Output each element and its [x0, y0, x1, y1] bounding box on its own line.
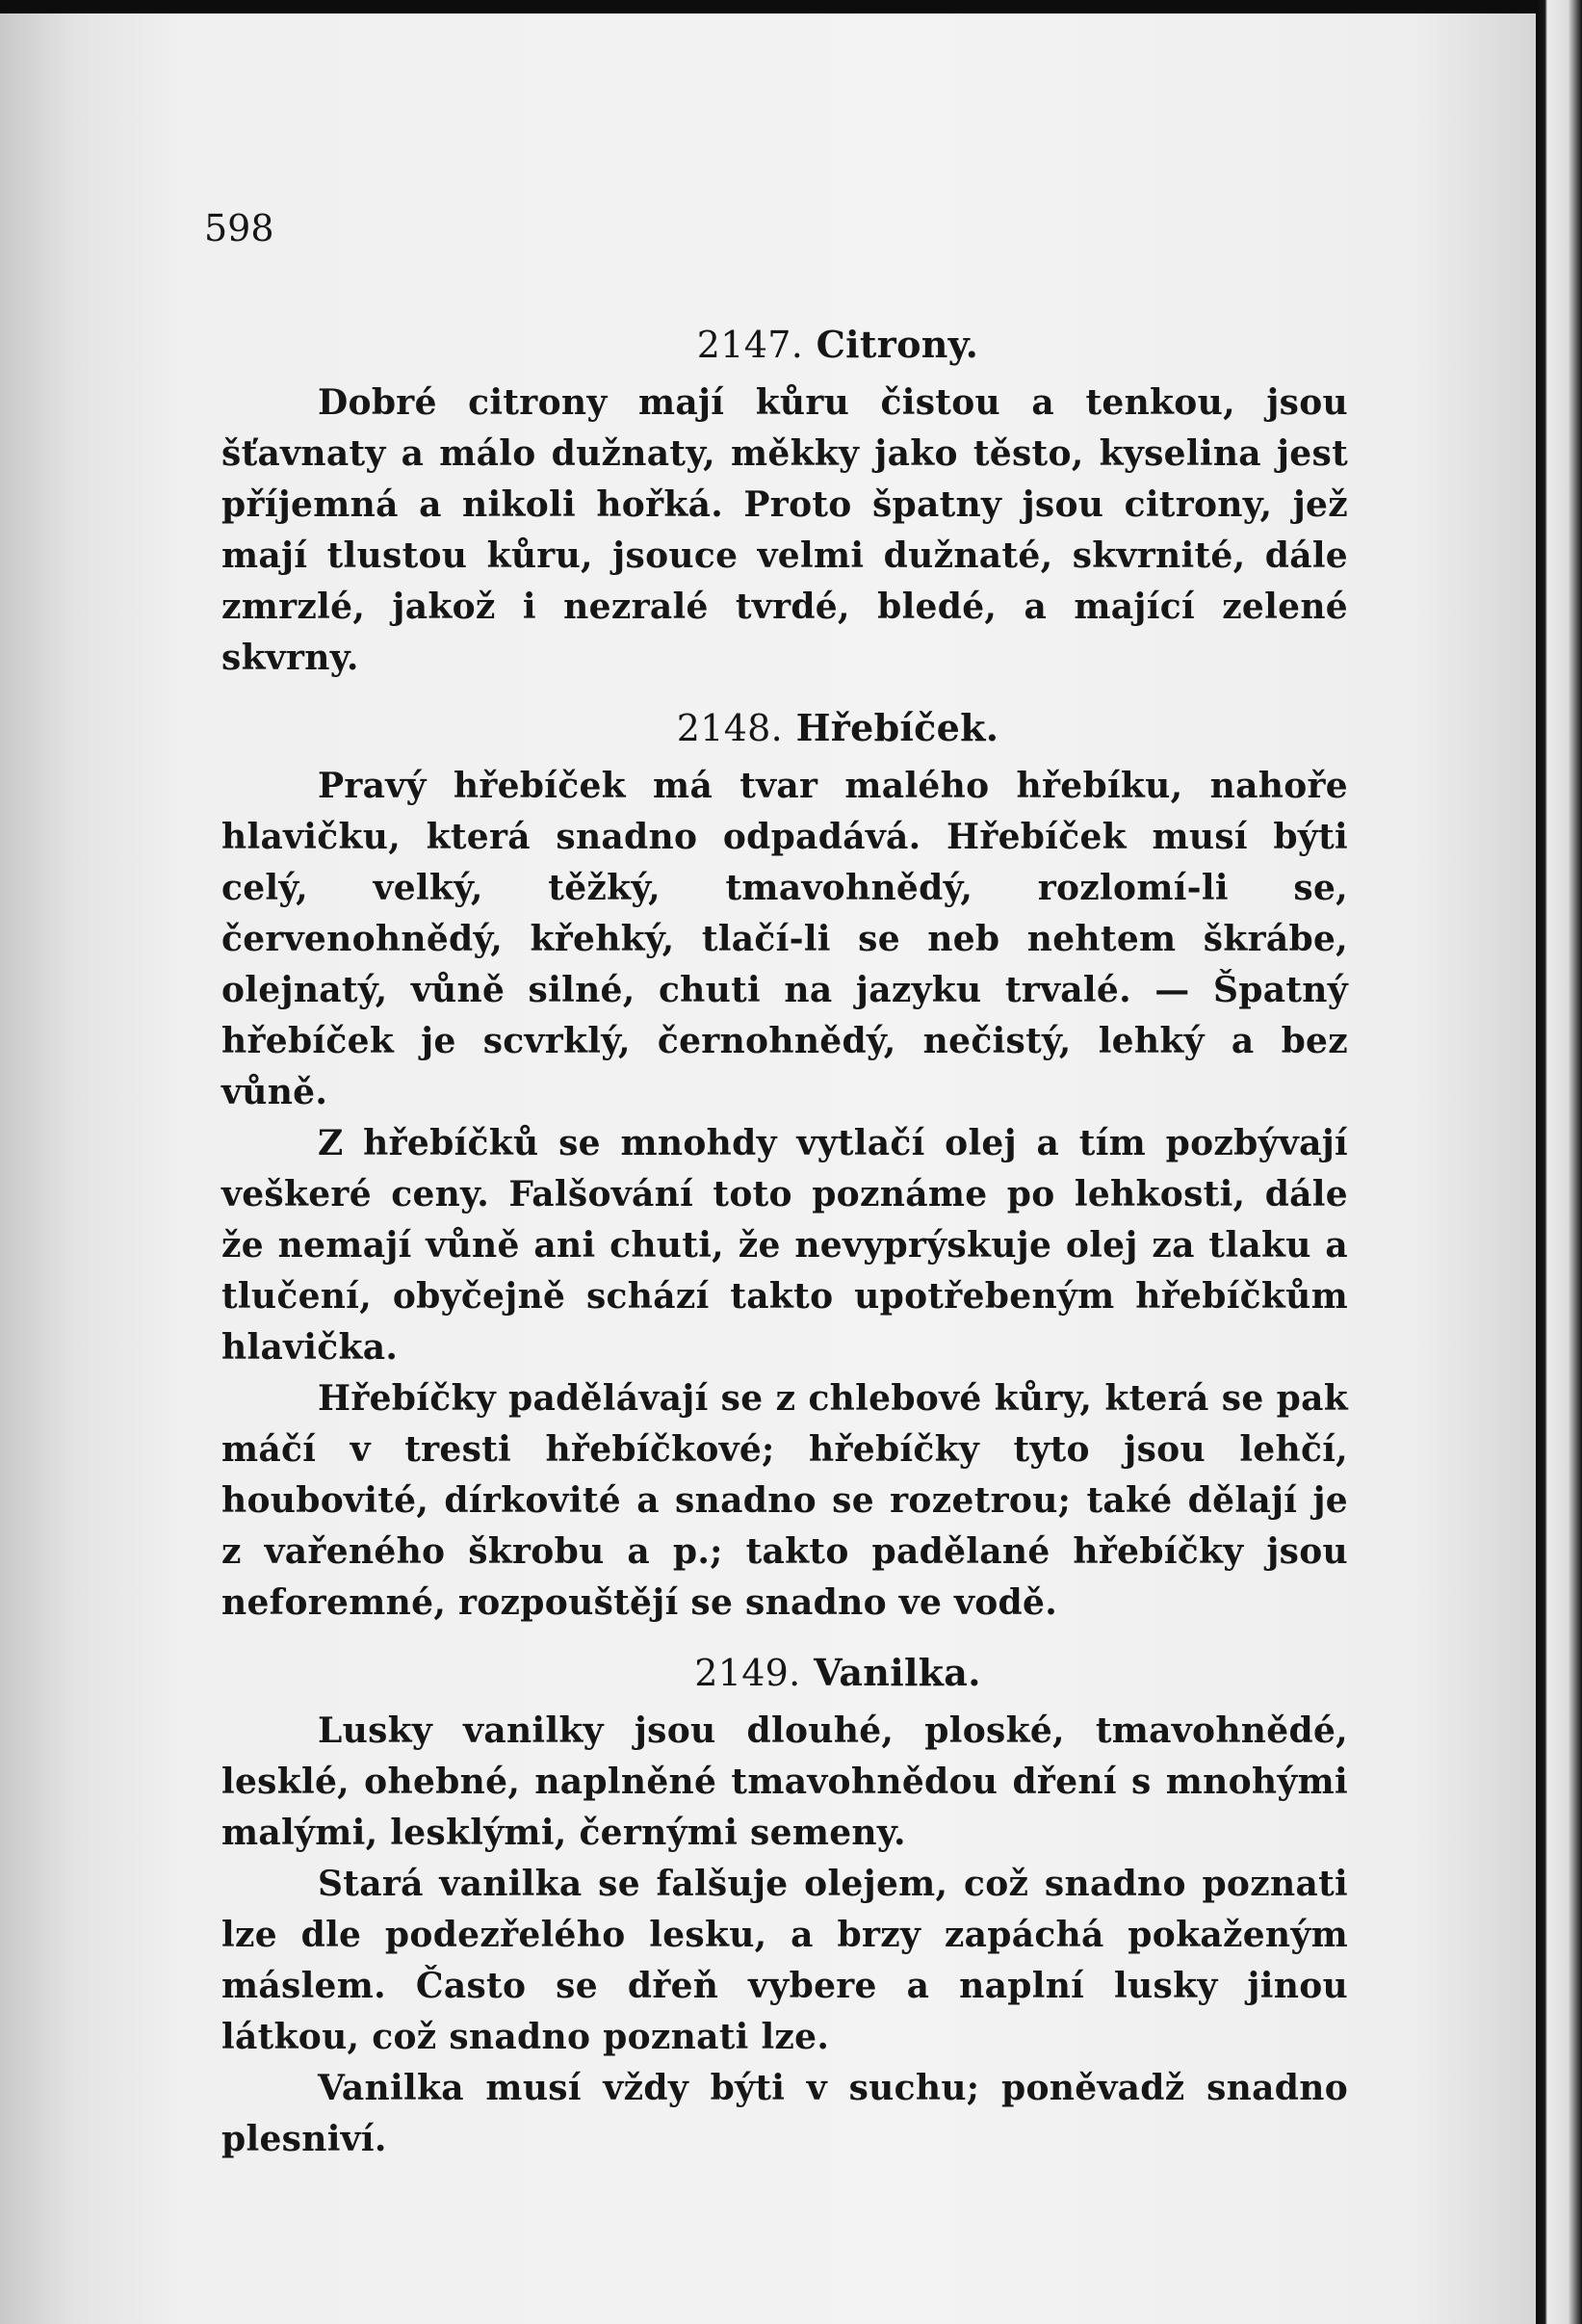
page-number: 598 — [204, 207, 274, 249]
section-title: Vanilka. — [814, 1651, 981, 1694]
section-number: 2148. — [676, 707, 784, 749]
section-vanilka — [221, 1646, 1348, 2165]
section-heading — [221, 701, 1348, 755]
paragraph: Dobré citrony mají kůru čistou a tenkou, jsou šťavnaty a málo dužnaty, měkky jako těsto, kyselina jest příjemná a nikoli hořká. Proto špatny jsou citrony, jež mají tlustou kůru, jsouce velmi dužnaté, skvrnité, dále zmrzlé, jakož i nezralé tvrdé, bledé, a mající zelené skvrny. — [221, 382, 1348, 678]
section-title: Hřebíček. — [795, 706, 999, 749]
paragraph: Hřebíčky padělávají se z chlebové kůry, která se pak máčí v tresti hřebíčkové; hřebíčky tyto jsou lehčí, houbovité, dírkovité a snadno se rozetrou; také dělají je z vařeného škrobu a p.; takto padělané hřebíčky jsou neforemné, rozpouštějí se snadno ve vodě. — [221, 1378, 1348, 1623]
section-heading — [221, 1646, 1348, 1700]
paragraph: Z hřebíčků se mnohdy vytlačí olej a tím pozbývají veškeré ceny. Falšování toto poznáme po lehkosti, dále že nemají vůně ani chuti, že nevyprýskuje olej za tlaku a tlučení, obyčejně schází takto upotřebeným hřebíčkům hlavička. — [221, 1123, 1348, 1368]
section-number: 2147. — [696, 324, 804, 366]
section-hrebicek — [221, 701, 1348, 1629]
paragraph: Vanilka musí vždy býti v suchu; poněvadž snadno plesniví. — [221, 2068, 1348, 2159]
paragraph: Stará vanilka se falšuje olejem, což snadno poznati lze dle podezřelého lesku, a brzy zapáchá pokaženým máslem. Často se dřeň vybere a naplní lusky jinou látkou, což snadno poznati lze. — [221, 1864, 1348, 2057]
paragraph: Pravý hřebíček má tvar malého hřebíku, nahoře hlavičku, která snadno odpadává. Hřebíček musí býti celý, velký, těžký, tmavohnědý, rozlomí-li se, červenohnědý, křehký, tlačí-li se neb nehtem škrábe, olejnatý, vůně silné, chuti na jazyku trvalé. — Špatný hřebíček je scvrklý, černohnědý, nečistý, lehký a bez vůně. — [221, 766, 1348, 1112]
section-number: 2149. — [694, 1652, 801, 1694]
scan-top-edge — [0, 0, 1536, 13]
section-heading — [221, 318, 1348, 372]
section-title: Citrony. — [816, 323, 979, 366]
paragraph: Lusky vanilky jsou dlouhé, ploské, tmavohnědé, lesklé, ohebné, naplněné tmavohnědou dření s mnohými malými, lesklými, černými semeny. — [221, 1710, 1348, 1853]
page-text — [221, 318, 1348, 2182]
section-citrony — [221, 318, 1348, 684]
scan-right-edge — [1536, 0, 1582, 2324]
